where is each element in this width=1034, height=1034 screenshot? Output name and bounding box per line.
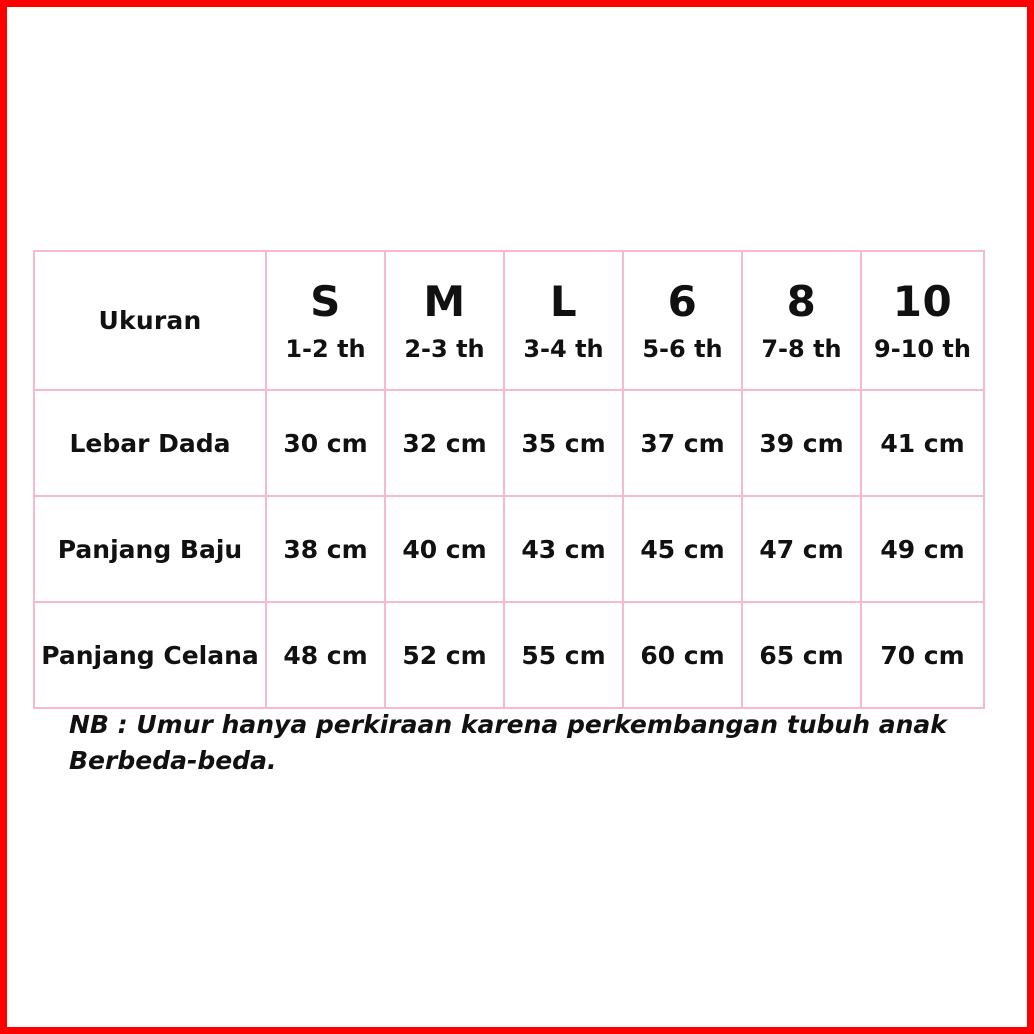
cell-0-5: 41 cm bbox=[861, 390, 984, 496]
cell-1-3: 45 cm bbox=[623, 496, 742, 602]
size-age-3: 5-6 th bbox=[642, 334, 723, 363]
size-code-1: M bbox=[423, 276, 466, 326]
cell-1-0: 38 cm bbox=[266, 496, 385, 602]
row-label-1: Panjang Baju bbox=[34, 496, 266, 602]
size-code-3: 6 bbox=[667, 276, 698, 326]
size-age-0: 1-2 th bbox=[285, 334, 366, 363]
page-inner bbox=[7, 7, 1027, 1027]
header-cell-size-0 bbox=[266, 251, 385, 390]
cell-1-2: 43 cm bbox=[504, 496, 623, 602]
header-cell-size-1 bbox=[385, 251, 504, 390]
cell-2-3: 60 cm bbox=[623, 602, 742, 708]
table-row bbox=[34, 496, 984, 602]
cell-1-1: 40 cm bbox=[385, 496, 504, 602]
cell-1-4: 47 cm bbox=[742, 496, 861, 602]
table-row bbox=[34, 390, 984, 496]
cell-2-4: 65 cm bbox=[742, 602, 861, 708]
row-label-0: Lebar Dada bbox=[34, 390, 266, 496]
cell-1-5: 49 cm bbox=[861, 496, 984, 602]
size-code-5: 10 bbox=[892, 276, 953, 326]
cell-0-0: 30 cm bbox=[266, 390, 385, 496]
cell-0-3: 37 cm bbox=[623, 390, 742, 496]
cell-2-2: 55 cm bbox=[504, 602, 623, 708]
table-row bbox=[34, 602, 984, 708]
cell-0-2: 35 cm bbox=[504, 390, 623, 496]
size-age-4: 7-8 th bbox=[761, 334, 842, 363]
size-table-container bbox=[33, 250, 969, 709]
header-cell-ukuran: Ukuran bbox=[34, 251, 266, 390]
size-code-0: S bbox=[310, 276, 341, 326]
size-age-5: 9-10 th bbox=[874, 334, 971, 363]
size-age-1: 2-3 th bbox=[404, 334, 485, 363]
row-label-2: Panjang Celana bbox=[34, 602, 266, 708]
cell-2-1: 52 cm bbox=[385, 602, 504, 708]
cell-2-5: 70 cm bbox=[861, 602, 984, 708]
cell-0-1: 32 cm bbox=[385, 390, 504, 496]
size-code-4: 8 bbox=[786, 276, 817, 326]
cell-0-4: 39 cm bbox=[742, 390, 861, 496]
size-age-2: 3-4 th bbox=[523, 334, 604, 363]
header-cell-size-4 bbox=[742, 251, 861, 390]
header-cell-size-3 bbox=[623, 251, 742, 390]
size-chart-note: NB : Umur hanya perkiraan karena perkembangan tubuh anak Berbeda-beda. bbox=[69, 710, 947, 776]
cell-2-0: 48 cm bbox=[266, 602, 385, 708]
table-header-row bbox=[34, 251, 984, 390]
header-cell-size-2 bbox=[504, 251, 623, 390]
size-code-2: L bbox=[549, 276, 578, 326]
size-table bbox=[33, 250, 985, 709]
header-cell-size-5 bbox=[861, 251, 984, 390]
